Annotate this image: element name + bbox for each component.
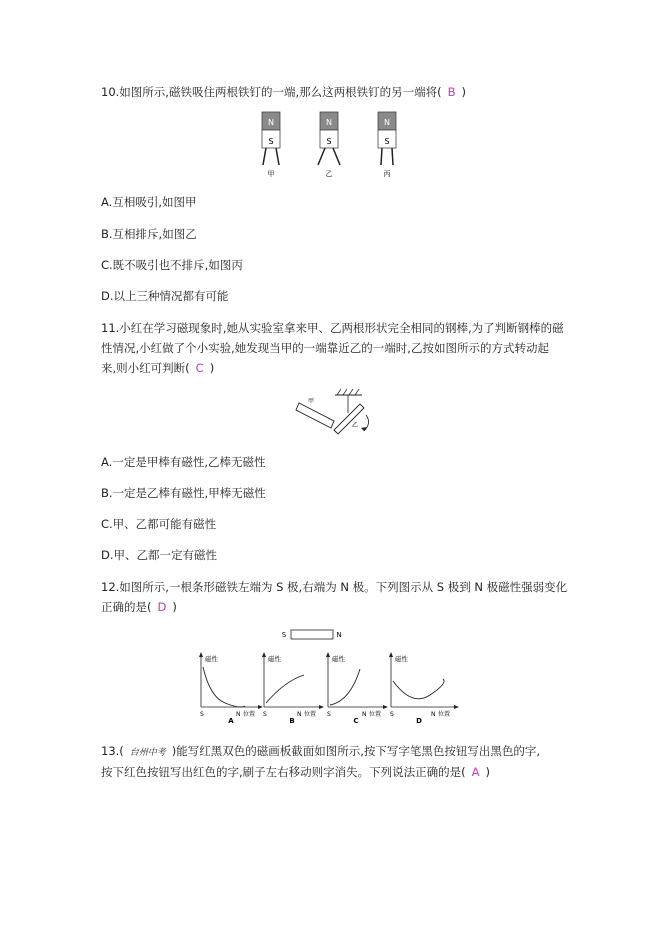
q10-magnet-jia bbox=[262, 112, 280, 178]
svg-text:磁性: 磁性 bbox=[395, 655, 408, 663]
q13-stem-line2: 按下红色按钮写出红色的字,刷子左右移动则字消失。下列说法正确的是( A ) bbox=[101, 765, 491, 779]
svg-text:位置: 位置 bbox=[369, 711, 382, 718]
q10-label-bing: 丙 bbox=[383, 170, 391, 178]
q13-stem-line1: 13.( 台州中考 )能写红黑双色的磁画板截面如图所示,按下写字笔黑色按钮写出黑色的字, bbox=[101, 744, 541, 758]
q10-pole-s-jia: S bbox=[268, 137, 274, 146]
svg-text:N: N bbox=[362, 711, 367, 718]
q13-answer: A bbox=[471, 765, 480, 779]
q12-figure bbox=[0, 625, 661, 725]
q11-option-a: A.一定是甲棒有磁性,乙棒无磁性 bbox=[101, 455, 266, 469]
q12-graph-c bbox=[326, 652, 388, 725]
q10-option-a: A.互相吸引,如图甲 bbox=[101, 195, 197, 209]
q12-graph-d bbox=[389, 652, 459, 725]
svg-text:S: S bbox=[263, 711, 267, 718]
svg-text:位置: 位置 bbox=[438, 711, 451, 718]
q10-option-d: D.以上三种情况都有可能 bbox=[101, 289, 229, 303]
q12-magnet-n: N bbox=[336, 631, 342, 639]
q12-graph-d-label: D bbox=[416, 717, 422, 725]
svg-text:N: N bbox=[297, 711, 302, 718]
q11-option-d: D.甲、乙都一定有磁性 bbox=[101, 548, 218, 562]
q12-magnet-s: S bbox=[281, 631, 287, 639]
svg-text:磁性: 磁性 bbox=[268, 655, 281, 663]
q12-graph-c-label: C bbox=[353, 717, 359, 725]
q10-option-c: C.既不吸引也不排斥,如图丙 bbox=[101, 258, 243, 272]
q12-stem-line2: 正确的是( D ) bbox=[101, 600, 177, 614]
q10-figure bbox=[0, 100, 661, 200]
q10-pole-s-yi: S bbox=[326, 137, 332, 146]
svg-text:S: S bbox=[200, 711, 204, 718]
q13-source-tag: 台州中考 bbox=[129, 748, 166, 758]
q10-pole-n-bing: N bbox=[384, 118, 390, 127]
q11-stem-line2: 性情况,小红做了个小实验,她发现当甲的一端靠近乙的一端时,乙按如图所示的方式转动起 bbox=[101, 341, 549, 355]
svg-text:N: N bbox=[236, 711, 241, 718]
svg-text:磁性: 磁性 bbox=[332, 655, 345, 663]
q10-pole-s-bing: S bbox=[384, 137, 390, 146]
q12-curve-b bbox=[266, 675, 304, 703]
q10-magnet-yi bbox=[318, 112, 340, 178]
q10-magnet-bing bbox=[378, 112, 396, 178]
svg-text:磁性: 磁性 bbox=[205, 655, 218, 663]
q12-curve-c bbox=[330, 669, 360, 705]
q11-rod-jia bbox=[296, 397, 334, 428]
q10-answer: B bbox=[447, 85, 456, 99]
q12-answer: D bbox=[157, 600, 167, 614]
svg-text:位置: 位置 bbox=[243, 711, 256, 718]
q12-graph-b bbox=[262, 652, 324, 725]
q10-option-b: B.互相排斥,如图乙 bbox=[101, 227, 197, 241]
q11-stem-line1: 11.小红在学习磁现象时,她从实验室拿来甲、乙两根形状完全相同的钢棒,为了判断钢棒的磁 bbox=[101, 321, 564, 335]
q11-rod-yi bbox=[334, 404, 364, 434]
q12-graph-b-label: B bbox=[289, 717, 295, 725]
q10-label-yi: 乙 bbox=[325, 170, 333, 178]
q11-label-jia: 甲 bbox=[308, 398, 315, 405]
q11-figure bbox=[0, 385, 661, 445]
q10-pole-n-yi: N bbox=[326, 118, 332, 127]
q10-stem: 10.如图所示,磁铁吸住两根铁钉的一端,那么这两根铁钉的另一端将( B ) bbox=[101, 85, 466, 99]
q11-option-c: C.甲、乙都可能有磁性 bbox=[101, 517, 217, 531]
q12-graph-a-label: A bbox=[228, 717, 234, 725]
q10-label-jia: 甲 bbox=[267, 170, 275, 178]
q10-pole-n-jia: N bbox=[268, 118, 274, 127]
q12-graph-a bbox=[199, 652, 263, 725]
q12-curve-a bbox=[203, 667, 245, 707]
q11-label-yi: 乙 bbox=[352, 422, 359, 429]
q11-option-b: B.一定是乙棒有磁性,甲棒无磁性 bbox=[101, 486, 266, 500]
q12-curve-d bbox=[393, 679, 444, 699]
q11-stem-line3: 来,则小红可判断( C ) bbox=[101, 361, 215, 375]
q12-stem-line1: 12.如图所示,一根条形磁铁左端为 S 极,右端为 N 极。下列图示从 S 极到 N 极磁性强弱变化 bbox=[101, 580, 568, 594]
svg-text:位置: 位置 bbox=[304, 711, 317, 718]
q12-bar-magnet bbox=[282, 630, 342, 639]
svg-text:S: S bbox=[390, 711, 394, 718]
q11-answer: C bbox=[195, 361, 204, 375]
svg-text:N: N bbox=[431, 711, 436, 718]
q11-ceiling bbox=[335, 389, 362, 395]
svg-text:S: S bbox=[327, 711, 331, 718]
